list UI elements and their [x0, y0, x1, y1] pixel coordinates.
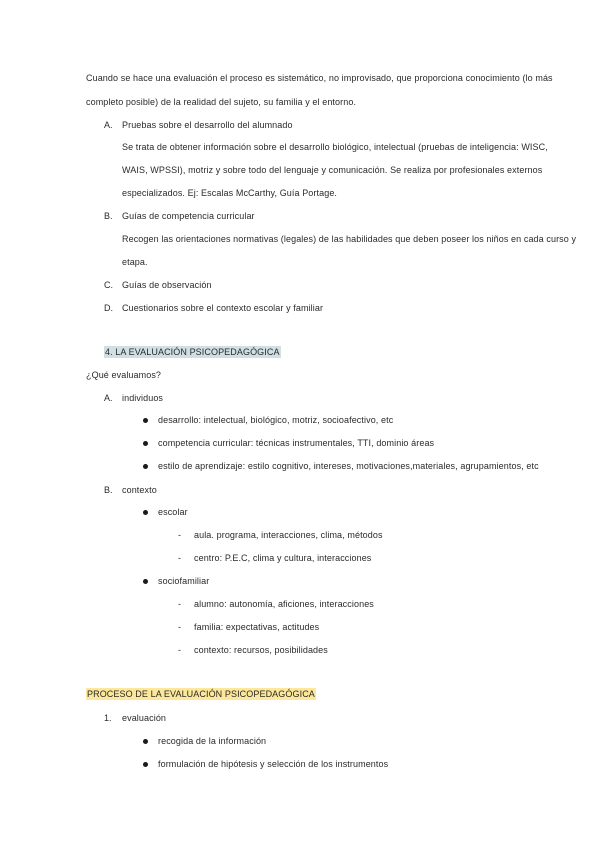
list-item-a-label: Pruebas sobre el desarrollo del alumnado	[122, 120, 293, 130]
escolar-item-2: centro: P.E.C, clima y cultura, interacciones	[194, 553, 372, 563]
socio-item-3: contexto: recursos, posibilidades	[194, 645, 328, 655]
list-letter-a: A.	[104, 120, 113, 130]
section-4-heading	[104, 346, 281, 358]
sociofamiliar-label: sociofamiliar	[158, 576, 210, 586]
intro-line-1: Cuando se hace una evaluación el proceso es sistemático, no improvisado, que proporciona conocimiento (lo más	[86, 73, 553, 83]
intro-line-2: completo posible) de la realidad del sujeto, su familia y el entorno.	[86, 97, 357, 107]
bullet-icon	[143, 418, 148, 423]
bullet-icon	[143, 464, 148, 469]
list-item-d-label: Cuestionarios sobre el contexto escolar y familiar	[122, 303, 324, 313]
list-item-c-label: Guías de observación	[122, 280, 212, 290]
section-4-contexto-label: contexto	[122, 485, 157, 495]
dash-icon: -	[178, 530, 181, 540]
bullet-icon	[143, 762, 148, 767]
proceso-step-label: evaluación	[122, 713, 167, 723]
item-a-desc-line-3: especializados. Ej: Escalas McCarthy, Guía Portage.	[122, 188, 338, 198]
dash-icon: -	[178, 599, 181, 609]
section-4-letter-a: A.	[104, 393, 113, 403]
item-a-desc-line-1: Se trata de obtener información sobre el desarrollo biológico, intelectual (pruebas de inteligencia: WISC,	[122, 142, 548, 152]
bullet-icon	[143, 510, 148, 515]
bullet-icon	[143, 739, 148, 744]
escolar-label: escolar	[158, 507, 188, 517]
item-b-desc-line-1: Recogen las orientaciones normativas (legales) de las habilidades que deben poseer los niños en cada curso y	[122, 234, 577, 244]
escolar-item-1: aula. programa, interacciones, clima, métodos	[194, 530, 383, 540]
individuos-item-2: competencia curricular: técnicas instrumentales, TTI, dominio áreas	[158, 438, 435, 448]
section-4-question: ¿Qué evaluamos?	[86, 370, 162, 380]
list-item-b-label: Guías de competencia curricular	[122, 211, 255, 221]
socio-item-1: alumno: autonomía, aficiones, interacciones	[194, 599, 374, 609]
item-a-desc-line-2: WAIS, WPSSI), motriz y sobre todo del lenguaje y comunicación. Se realiza por profesionales externos	[122, 165, 543, 175]
individuos-item-3: estilo de aprendizaje: estilo cognitivo, intereses, motivaciones,materiales, agrupamientos, etc	[158, 461, 539, 471]
list-letter-d: D.	[104, 303, 113, 313]
item-b-desc-line-2: etapa.	[122, 257, 148, 267]
section-4-letter-b: B.	[104, 485, 113, 495]
section-4-individuos-label: individuos	[122, 393, 164, 403]
bullet-icon	[143, 441, 148, 446]
list-letter-c: C.	[104, 280, 113, 290]
socio-item-2: familia: expectativas, actitudes	[194, 622, 320, 632]
dash-icon: -	[178, 553, 181, 563]
bullet-icon	[143, 579, 148, 584]
proceso-heading-text: PROCESO DE LA EVALUACIÓN PSICOPEDAGÓGICA	[87, 689, 315, 699]
proceso-heading	[86, 688, 316, 700]
dash-icon: -	[178, 622, 181, 632]
proceso-step-number: 1.	[104, 713, 112, 723]
proceso-item-1: recogida de la información	[158, 736, 267, 746]
dash-icon: -	[178, 645, 181, 655]
individuos-item-1: desarrollo: intelectual, biológico, motriz, socioafectivo, etc	[158, 415, 394, 425]
list-letter-b: B.	[104, 211, 113, 221]
proceso-item-2: formulación de hipótesis y selección de los instrumentos	[158, 759, 389, 769]
section-4-heading-text: 4. LA EVALUACIÓN PSICOPEDAGÓGICA	[105, 347, 280, 357]
